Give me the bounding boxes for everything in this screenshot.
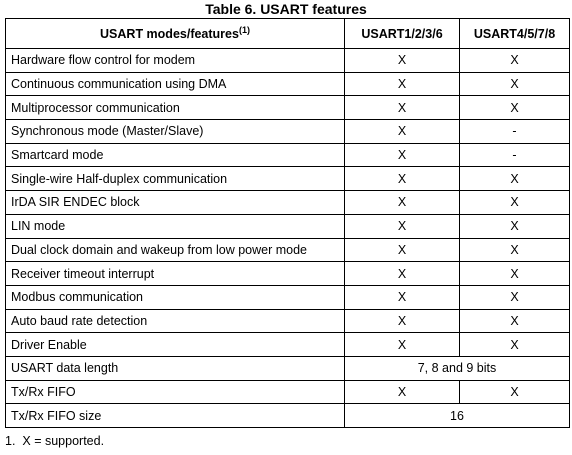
usart-4-5-7-8-cell: X (460, 285, 570, 309)
table-row (6, 404, 570, 428)
merged-value-cell: 7, 8 and 9 bits (345, 356, 570, 380)
usart-1-2-3-6-cell: X (345, 238, 460, 262)
feature-cell: Auto baud rate detection (6, 309, 345, 333)
table-row (6, 238, 570, 262)
table-row (6, 380, 570, 404)
table-body (6, 49, 570, 428)
feature-cell: IrDA SIR ENDEC block (6, 191, 345, 215)
table-row (6, 167, 570, 191)
table-row (6, 356, 570, 380)
feature-cell: USART data length (6, 356, 345, 380)
usart-4-5-7-8-cell: X (460, 262, 570, 286)
usart-1-2-3-6-cell: X (345, 380, 460, 404)
usart-4-5-7-8-cell: X (460, 333, 570, 357)
usart-1-2-3-6-cell: X (345, 309, 460, 333)
feature-cell: Receiver timeout interrupt (6, 262, 345, 286)
feature-cell: LIN mode (6, 214, 345, 238)
feature-cell: Driver Enable (6, 333, 345, 357)
usart-4-5-7-8-cell: X (460, 309, 570, 333)
feature-cell: Single-wire Half-duplex communication (6, 167, 345, 191)
table-header-row (6, 19, 570, 49)
footnote-text: X = supported. (22, 434, 105, 448)
usart-4-5-7-8-cell: X (460, 49, 570, 73)
feature-cell: Multiprocessor communication (6, 96, 345, 120)
table-row (6, 309, 570, 333)
usart-1-2-3-6-cell: X (345, 285, 460, 309)
feature-cell: Synchronous mode (Master/Slave) (6, 120, 345, 144)
header-footnote-ref: (1) (238, 24, 250, 35)
header-feature (6, 19, 345, 49)
usart-4-5-7-8-cell: X (460, 380, 570, 404)
usart-1-2-3-6-cell: X (345, 96, 460, 120)
usart-4-5-7-8-cell: X (460, 191, 570, 215)
table-row (6, 72, 570, 96)
usart-features-table (5, 18, 570, 428)
header-usart-1-2-3-6: USART1/2/3/6 (345, 19, 460, 49)
usart-1-2-3-6-cell: X (345, 120, 460, 144)
table-row (6, 214, 570, 238)
table-row (6, 96, 570, 120)
usart-4-5-7-8-cell: X (460, 214, 570, 238)
table-row (6, 262, 570, 286)
table-row (6, 191, 570, 215)
table-row (6, 143, 570, 167)
table-row (6, 333, 570, 357)
usart-1-2-3-6-cell: X (345, 214, 460, 238)
table-title: Table 6. USART features (205, 1, 367, 17)
usart-4-5-7-8-cell: X (460, 238, 570, 262)
table-row (6, 120, 570, 144)
usart-1-2-3-6-cell: X (345, 262, 460, 286)
merged-value-cell: 16 (345, 404, 570, 428)
usart-4-5-7-8-cell: X (460, 72, 570, 96)
usart-4-5-7-8-cell: X (460, 96, 570, 120)
usart-1-2-3-6-cell: X (345, 167, 460, 191)
footnote-number: 1. (5, 434, 16, 448)
usart-4-5-7-8-cell: X (460, 167, 570, 191)
usart-1-2-3-6-cell: X (345, 72, 460, 96)
usart-1-2-3-6-cell: X (345, 191, 460, 215)
usart-1-2-3-6-cell: X (345, 333, 460, 357)
feature-cell: Hardware flow control for modem (6, 49, 345, 73)
feature-cell: Modbus communication (6, 285, 345, 309)
usart-4-5-7-8-cell: - (460, 143, 570, 167)
header-usart-4-5-7-8: USART4/5/7/8 (460, 19, 570, 49)
feature-cell: Tx/Rx FIFO size (6, 404, 345, 428)
usart-4-5-7-8-cell: - (460, 120, 570, 144)
header-feature-label: USART modes/features (100, 26, 239, 41)
footnote (5, 433, 104, 449)
feature-cell: Tx/Rx FIFO (6, 380, 345, 404)
table-row (6, 285, 570, 309)
usart-1-2-3-6-cell: X (345, 49, 460, 73)
feature-cell: Continuous communication using DMA (6, 72, 345, 96)
feature-cell: Smartcard mode (6, 143, 345, 167)
usart-1-2-3-6-cell: X (345, 143, 460, 167)
table-row (6, 49, 570, 73)
feature-cell: Dual clock domain and wakeup from low power mode (6, 238, 345, 262)
